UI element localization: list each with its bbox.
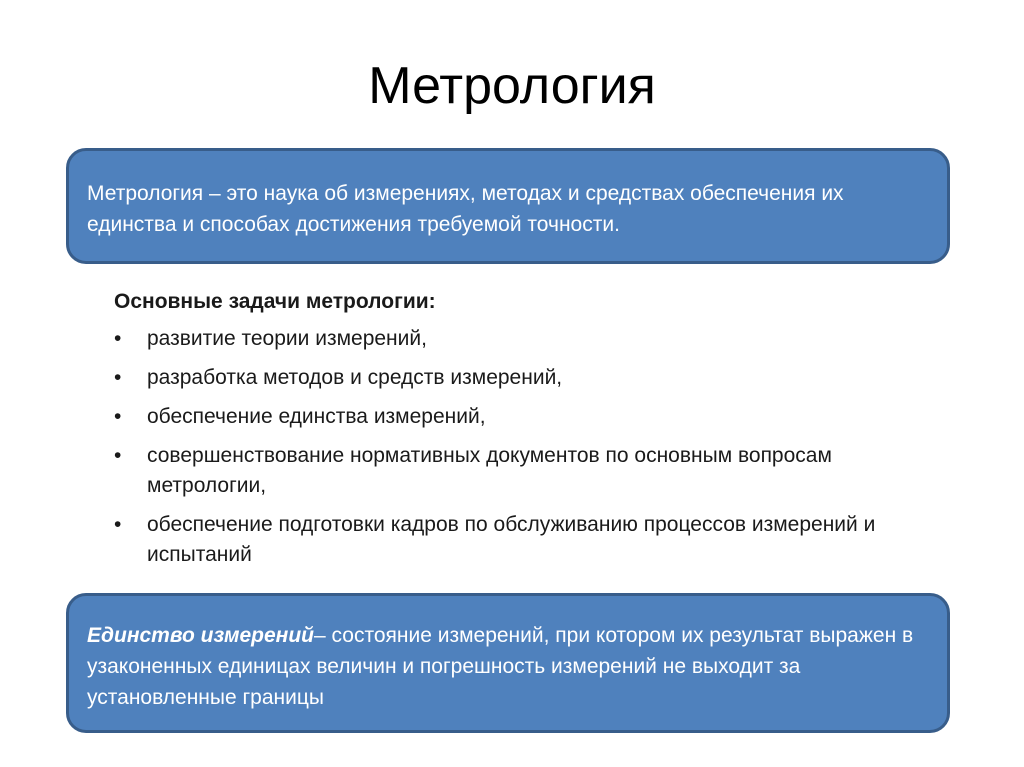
definition-text: Метрология – это наука об измерениях, методах и средствах обеспечения их единства и способах достижения требуемой точности. xyxy=(87,182,844,236)
list-item xyxy=(114,441,914,501)
bullet: • xyxy=(114,327,122,350)
tasks-heading: Основные задачи метрологии: xyxy=(114,290,436,313)
bullet: • xyxy=(114,405,122,428)
task-text: развитие теории измерений, xyxy=(147,327,427,350)
task-list xyxy=(114,324,914,570)
bullet: • xyxy=(114,444,122,467)
bullet: • xyxy=(114,366,122,389)
slide-title: Метрология xyxy=(368,57,656,115)
list-item xyxy=(114,324,914,354)
unity-term: Единство измерений xyxy=(87,624,315,647)
unity-definition-box xyxy=(66,593,950,733)
task-text: разработка методов и средств измерений, xyxy=(147,366,563,389)
task-text: совершенствование нормативных документов по основным вопросам метрологии, xyxy=(147,444,832,497)
definition-box xyxy=(66,148,950,264)
unity-definition-text: – состояние измерений, при котором их результат выражен в узаконенных единицах величин и погрешность измерений не выходит за установленные границы xyxy=(87,624,914,709)
list-item xyxy=(114,510,914,570)
task-text: обеспечение подготовки кадров по обслуживанию процессов измерений и испытаний xyxy=(147,513,876,566)
list-item xyxy=(114,402,914,432)
list-item xyxy=(114,363,914,393)
task-text: обеспечение единства измерений, xyxy=(147,405,486,428)
tasks-section xyxy=(114,287,914,579)
bullet: • xyxy=(114,513,122,536)
